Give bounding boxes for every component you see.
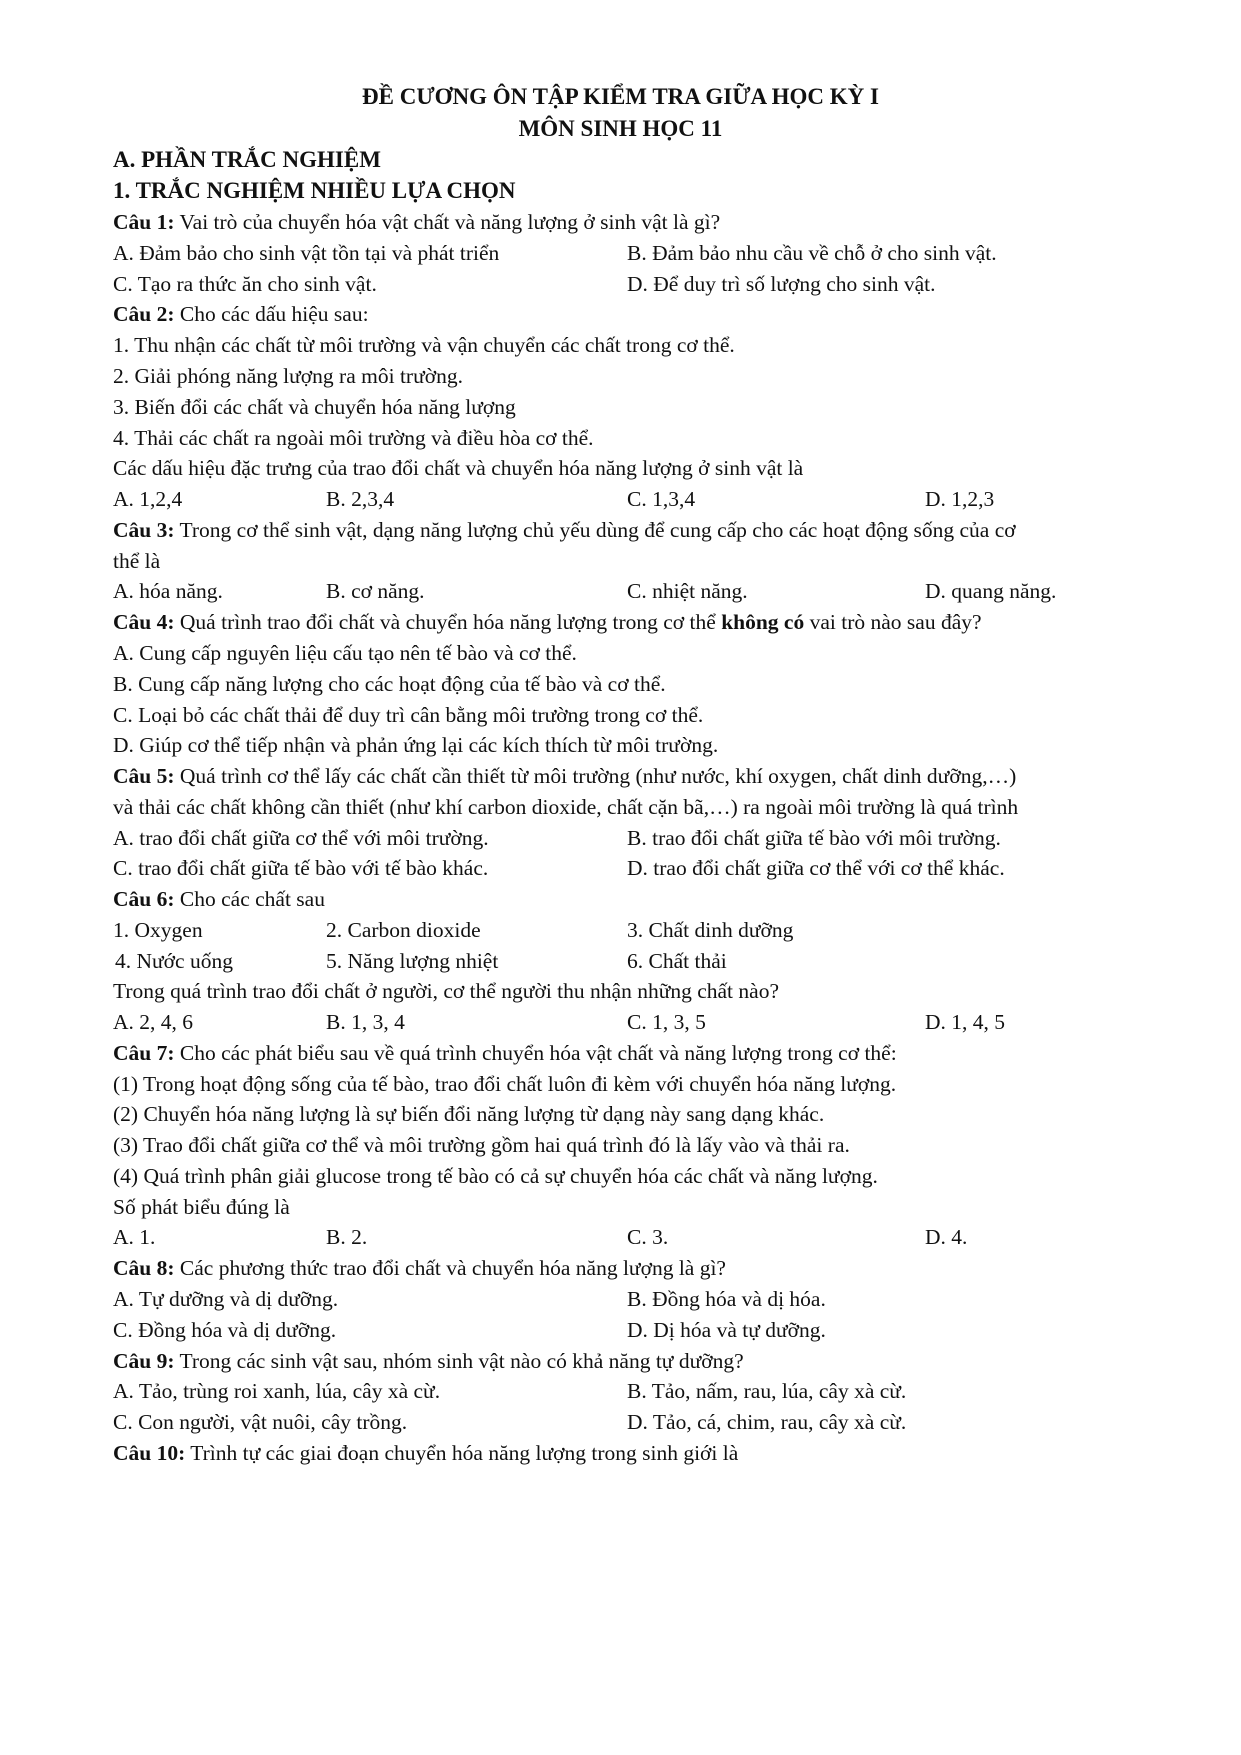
emphasis-text: không có	[721, 610, 805, 634]
option-a: A. 1.	[113, 1225, 156, 1249]
option-c: C. Loại bỏ các chất thải để duy trì cân bằng môi trường trong cơ thể.	[113, 703, 704, 727]
option-b: B. 1, 3, 4	[326, 1010, 405, 1034]
question-label: Câu 4:	[113, 610, 175, 634]
option-d: D. Dị hóa và tự dưỡng.	[627, 1318, 826, 1342]
question-stem: Trong quá trình trao đổi chất ở người, cơ thể người thu nhận những chất nào?	[113, 979, 779, 1003]
question-text: Cho các phát biểu sau về quá trình chuyển hóa vật chất và năng lượng trong cơ thể:	[174, 1041, 897, 1065]
question-stem: Các dấu hiệu đặc trưng của trao đổi chất và chuyển hóa năng lượng ở sinh vật là	[113, 456, 804, 480]
option-c: C. trao đổi chất giữa tế bào với tế bào khác.	[113, 856, 489, 880]
option-a: A. hóa năng.	[113, 579, 223, 603]
option-b: B. Tảo, nấm, rau, lúa, cây xà cừ.	[627, 1379, 907, 1403]
option-b: B. Đồng hóa và dị hóa.	[627, 1287, 826, 1311]
list-item: 6. Chất thải	[627, 949, 727, 973]
statement: (3) Trao đổi chất giữa cơ thể và môi trường gồm hai quá trình đó là lấy vào và thải ra.	[113, 1133, 850, 1157]
option-b: B. Đảm bảo nhu cầu về chỗ ở cho sinh vật.	[627, 241, 997, 265]
option-d: D. quang năng.	[925, 579, 1057, 603]
list-item: 4. Nước uống	[115, 949, 233, 973]
question-8	[113, 1256, 726, 1281]
option-a: A. 2, 4, 6	[113, 1010, 194, 1034]
option-d: D. trao đổi chất giữa cơ thể với cơ thể khác.	[627, 856, 1005, 880]
section-heading-1: 1. TRẮC NGHIỆM NHIỀU LỰA CHỌN	[113, 178, 516, 203]
question-stem: Số phát biểu đúng là	[113, 1195, 290, 1219]
question-text-continued: và thải các chất không cần thiết (như khí carbon dioxide, chất cặn bã,…) ra ngoài môi trường là quá trình	[113, 795, 1019, 819]
list-item: 3. Biến đổi các chất và chuyển hóa năng lượng	[113, 395, 516, 419]
list-item: 1. Thu nhận các chất từ môi trường và vận chuyển các chất trong cơ thể.	[113, 333, 735, 357]
option-d: D. Giúp cơ thể tiếp nhận và phản ứng lại các kích thích từ môi trường.	[113, 733, 719, 757]
question-text: Cho các chất sau	[174, 887, 325, 911]
option-c: C. Tạo ra thức ăn cho sinh vật.	[113, 272, 377, 296]
question-1	[113, 210, 720, 235]
option-a: A. 1,2,4	[113, 487, 183, 511]
question-label: Câu 6:	[113, 887, 175, 911]
question-text: Quá trình cơ thể lấy các chất cần thiết từ môi trường (như nước, khí oxygen, chất dinh dưỡng,…)	[174, 764, 1017, 788]
option-c: C. Con người, vật nuôi, cây trồng.	[113, 1410, 408, 1434]
question-label: Câu 7:	[113, 1041, 175, 1065]
list-item: 2. Carbon dioxide	[326, 918, 481, 942]
question-6	[113, 887, 325, 912]
statement: (2) Chuyển hóa năng lượng là sự biến đổi năng lượng từ dạng này sang dạng khác.	[113, 1102, 825, 1126]
list-item: 3. Chất dinh dưỡng	[627, 918, 794, 942]
question-text: Vai trò của chuyển hóa vật chất và năng lượng ở sinh vật là gì?	[174, 210, 721, 234]
option-d: D. Tảo, cá, chim, rau, cây xà cừ.	[627, 1410, 907, 1434]
list-item: 5. Năng lượng nhiệt	[326, 949, 499, 973]
option-b: B. Cung cấp năng lượng cho các hoạt động của tế bào và cơ thể.	[113, 672, 666, 696]
option-d: D. 4.	[925, 1225, 968, 1249]
question-text: Cho các dấu hiệu sau:	[174, 302, 369, 326]
question-9	[113, 1349, 744, 1374]
question-text: Trình tự các giai đoạn chuyển hóa năng lượng trong sinh giới là	[185, 1441, 739, 1465]
question-5	[113, 764, 1016, 789]
list-item: 2. Giải phóng năng lượng ra môi trường.	[113, 364, 463, 388]
option-c: C. Đồng hóa và dị dưỡng.	[113, 1318, 337, 1342]
question-text: Các phương thức trao đổi chất và chuyển hóa năng lượng là gì?	[174, 1256, 726, 1280]
option-c: C. 1, 3, 5	[627, 1010, 706, 1034]
option-a: A. Đảm bảo cho sinh vật tồn tại và phát triển	[113, 241, 500, 265]
option-a: A. Cung cấp nguyên liệu cấu tạo nên tế bào và cơ thể.	[113, 641, 577, 665]
question-text: Trong các sinh vật sau, nhóm sinh vật nào có khả năng tự dưỡng?	[174, 1349, 744, 1373]
question-7	[113, 1041, 897, 1066]
question-label: Câu 9:	[113, 1349, 175, 1373]
list-item: 1. Oxygen	[113, 918, 203, 942]
statement: (1) Trong hoạt động sống của tế bào, trao đổi chất luôn đi kèm với chuyển hóa năng lượng.	[113, 1072, 897, 1096]
option-c: C. 1,3,4	[627, 487, 696, 511]
option-c: C. 3.	[627, 1225, 669, 1249]
option-c: C. nhiệt năng.	[627, 579, 748, 603]
question-4	[113, 610, 982, 635]
option-d: D. 1,2,3	[925, 487, 995, 511]
question-label: Câu 1:	[113, 210, 175, 234]
question-label: Câu 5:	[113, 764, 175, 788]
question-label: Câu 10:	[113, 1441, 186, 1465]
question-3	[113, 518, 1016, 543]
question-label: Câu 3:	[113, 518, 175, 542]
statement: (4) Quá trình phân giải glucose trong tế bào có cả sự chuyển hóa các chất và năng lượng.	[113, 1164, 878, 1188]
option-a: A. trao đổi chất giữa cơ thể với môi trường.	[113, 826, 489, 850]
option-a: A. Tảo, trùng roi xanh, lúa, cây xà cừ.	[113, 1379, 441, 1403]
question-text: Quá trình trao đổi chất và chuyển hóa năng lượng trong cơ thể	[174, 610, 722, 634]
section-heading-a: A. PHẦN TRẮC NGHIỆM	[113, 147, 381, 172]
option-b: B. cơ năng.	[326, 579, 425, 603]
question-label: Câu 2:	[113, 302, 175, 326]
option-b: B. trao đổi chất giữa tế bào với môi trường.	[627, 826, 1001, 850]
option-d: D. 1, 4, 5	[925, 1010, 1006, 1034]
question-text: Trong cơ thể sinh vật, dạng năng lượng chủ yếu dùng để cung cấp cho các hoạt động sống của cơ	[174, 518, 1016, 542]
question-10	[113, 1441, 738, 1466]
question-label: Câu 8:	[113, 1256, 175, 1280]
document-subtitle: MÔN SINH HỌC 11	[518, 116, 723, 141]
option-b: B. 2.	[326, 1225, 368, 1249]
option-b: B. 2,3,4	[326, 487, 395, 511]
list-item: 4. Thải các chất ra ngoài môi trường và điều hòa cơ thể.	[113, 426, 594, 450]
question-2	[113, 302, 369, 327]
option-a: A. Tự dưỡng và dị dưỡng.	[113, 1287, 339, 1311]
question-text: vai trò nào sau đây?	[804, 610, 982, 634]
document-title: ĐỀ CƯƠNG ÔN TẬP KIỂM TRA GIỮA HỌC KỲ I	[362, 84, 879, 109]
question-text-continued: thể là	[113, 549, 161, 573]
option-d: D. Để duy trì số lượng cho sinh vật.	[627, 272, 936, 296]
